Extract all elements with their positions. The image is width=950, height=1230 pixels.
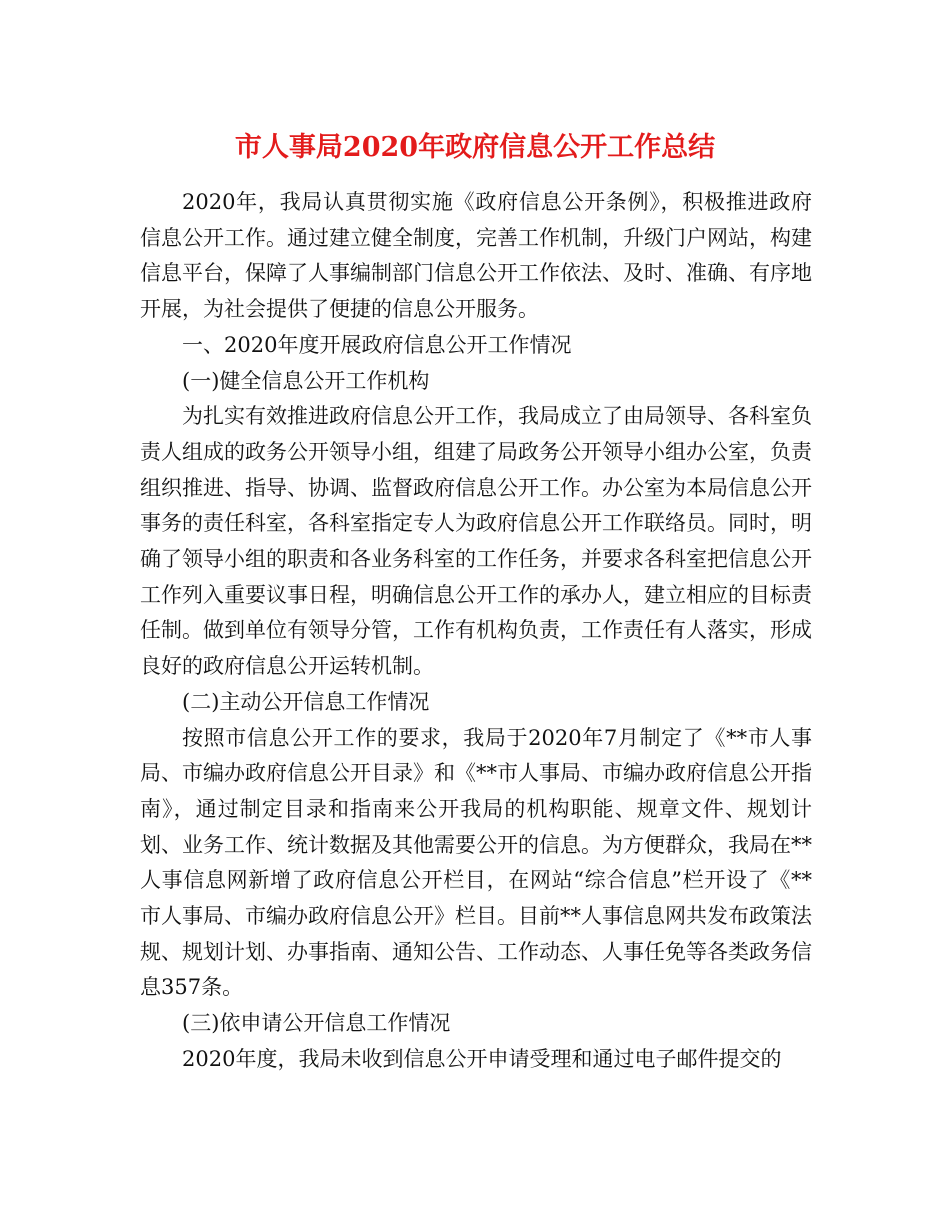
document-body	[140, 185, 812, 1078]
body-paragraph-2: 按照市信息公开工作的要求，我局于2020年7月制定了《**市人事局、市编办政府信息公开目录》和《**市人事局、市编办政府信息公开指南》，通过制定目录和指南来公开我局的机构职能、规章文件、规划计划、业务工作、统计数据及其他需要公开的信息。为方便群众，我局在**人事信息网新增了政府信息公开栏目，在网站“综合信息”栏开设了《**市人事局、市编办政府信息公开》栏目。目前**人事信息网共发布政策法规、规划计划、办事指南、通知公告、工作动态、人事任免等各类政务信息357条。	[140, 725, 812, 1000]
intro-paragraph: 2020年，我局认真贯彻实施《政府信息公开条例》，积极推进政府信息公开工作。通过建立健全制度，完善工作机制，升级门户网站，构建信息平台，保障了人事编制部门信息公开工作依法、及时、准确、有序地开展，为社会提供了便捷的信息公开服务。	[140, 190, 812, 322]
subsection-heading-2: (二)主动公开信息工作情况	[182, 689, 430, 714]
body-paragraph-3: 2020年度，我局未收到信息公开申请受理和通过电子邮件提交的	[182, 1046, 782, 1071]
document-title: 市人事局2020年政府信息公开工作总结	[234, 132, 716, 163]
section-heading-1: 一、2020年度开展政府信息公开工作情况	[182, 332, 572, 357]
subsection-heading-3: (三)依申请公开信息工作情况	[182, 1011, 451, 1036]
body-paragraph-1: 为扎实有效推进政府信息公开工作，我局成立了由局领导、各科室负责人组成的政务公开领导小组，组建了局政务公开领导小组办公室，负责组织推进、指导、协调、监督政府信息公开工作。办公室为本局信息公开事务的责任科室，各科室指定专人为政府信息公开工作联络员。同时，明确了领导小组的职责和各业务科室的工作任务，并要求各科室把信息公开工作列入重要议事日程，明确信息公开工作的承办人，建立相应的目标责任制。做到单位有领导分管，工作有机构负责，工作责任有人落实，形成良好的政府信息公开运转机制。	[140, 404, 812, 679]
subsection-heading-1: (一)健全信息公开工作机构	[182, 368, 430, 393]
